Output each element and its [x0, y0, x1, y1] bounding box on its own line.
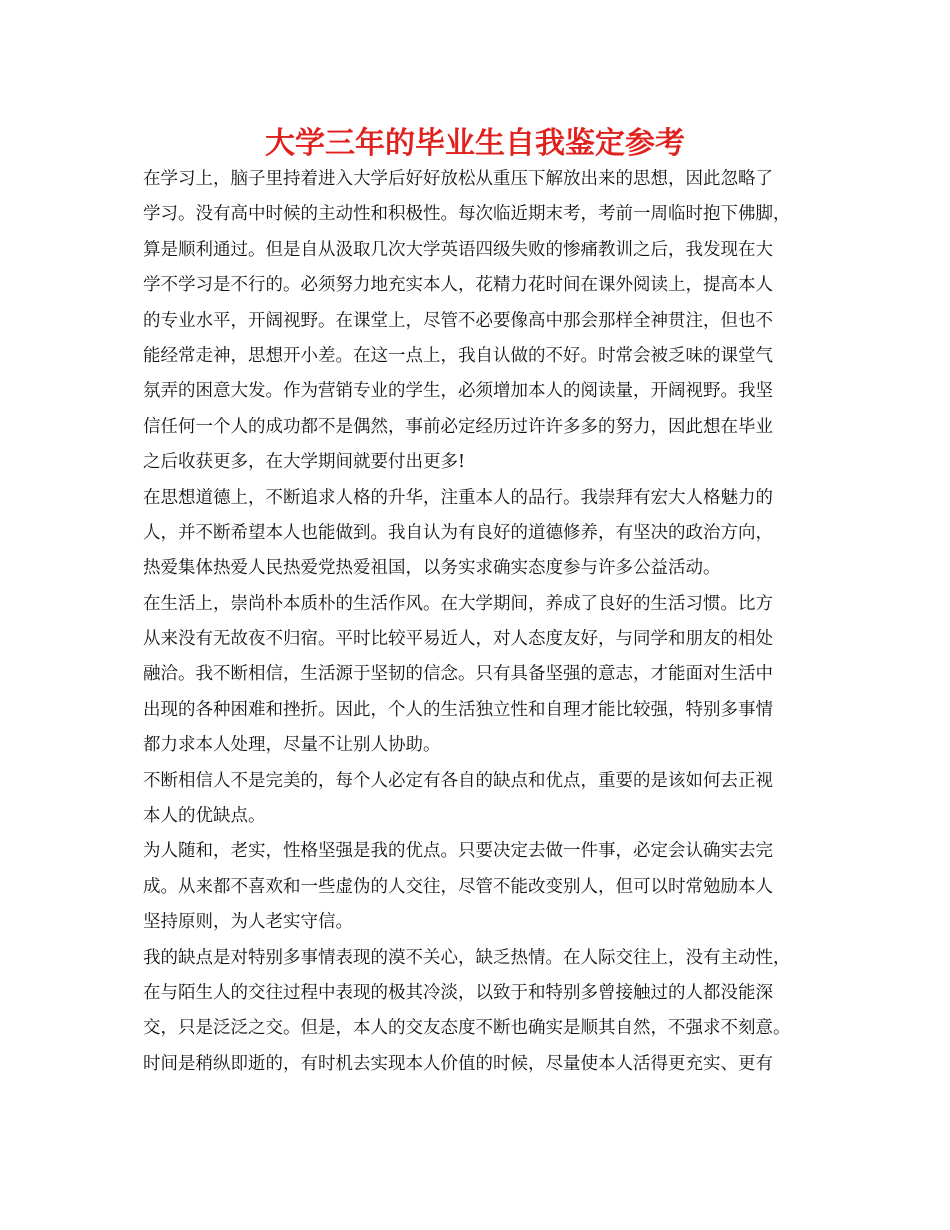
text-line: 学习。没有高中时候的主动性和积极性。每次临近期末考，考前一周临时抱下佛脚，: [143, 204, 791, 225]
text-line: 从来没有无故夜不归宿。平时比较平易近人，对人态度友好，与同学和朋友的相处: [143, 629, 773, 650]
text-line: 在生活上，崇尚朴本质朴的生活作风。在大学期间，养成了良好的生活习惯。比方: [143, 593, 773, 614]
paragraph: [143, 764, 823, 835]
paragraph: [143, 162, 823, 481]
text-line: 学不学习是不行的。必须努力地充实本人，花精力花时间在课外阅读上，提高本人: [143, 275, 773, 296]
paragraph: [143, 587, 823, 764]
text-line: 本人的优缺点。: [143, 806, 266, 827]
text-line: 我的缺点是对特别多事情表现的漠不关心，缺乏热情。在人际交往上，没有主动性，: [143, 947, 791, 968]
paragraph: [143, 834, 823, 940]
text-line: 之后收获更多，在大学期间就要付出更多!: [143, 452, 466, 473]
text-line: 交，只是泛泛之交。但是，本人的交友态度不断也确实是顺其自然，不强求不刻意。: [143, 1018, 791, 1039]
paragraph: [143, 1047, 823, 1082]
text-line: 在学习上，脑子里持着进入大学后好好放松从重压下解放出来的思想，因此忽略了: [143, 169, 773, 189]
text-line: 时间是稍纵即逝的，有时机去实现本人价值的时候，尽量使本人活得更充实、更有: [143, 1053, 773, 1074]
text-line: 能经常走神，思想开小差。在这一点上，我自认做的不好。时常会被乏味的课堂气: [143, 345, 773, 366]
paragraph: [143, 941, 823, 1047]
text-line: 信任何一个人的成功都不是偶然，事前必定经历过许许多多的努力，因此想在毕业: [143, 416, 773, 437]
document-title: 大学三年的毕业生自我鉴定参考: [265, 126, 685, 161]
text-line: 不断相信人不是完美的，每个人必定有各自的缺点和优点，重要的是该如何去正视: [143, 770, 773, 791]
text-line: 坚持原则，为人老实守信。: [143, 912, 353, 933]
text-line: 算是顺利通过。但是自从汲取几次大学英语四级失败的惨痛教训之后，我发现在大: [143, 239, 773, 260]
paragraph: [143, 481, 823, 587]
text-line: 成。从来都不喜欢和一些虚伪的人交往，尽管不能改变别人，但可以时常勉励本人: [143, 876, 773, 897]
text-line: 为人随和，老实，性格坚强是我的优点。只要决定去做一件事，必定会认确实去完: [143, 841, 773, 862]
text-line: 在与陌生人的交往过程中表现的极其冷淡，以致于和特别多曾接触过的人都没能深: [143, 982, 773, 1003]
text-line: 人，并不断希望本人也能做到。我自认为有良好的道德修养，有坚决的政治方向，: [143, 522, 773, 543]
text-line: 热爱集体热爱人民热爱党热爱祖国，以务实求确实态度参与许多公益活动。: [143, 558, 721, 579]
text-line: 氛弄的困意大发。作为营销专业的学生，必须增加本人的阅读量，开阔视野。我坚: [143, 381, 773, 402]
document-body: [143, 162, 823, 1082]
text-line: 的专业水平，开阔视野。在课堂上，尽管不必要像高中那会那样全神贯注，但也不: [143, 310, 773, 331]
text-line: 融洽。我不断相信，生活源于坚韧的信念。只有具备坚强的意志，才能面对生活中: [143, 664, 773, 685]
text-line: 在思想道德上，不断追求人格的升华，注重本人的品行。我崇拜有宏大人格魅力的: [143, 487, 773, 508]
text-line: 都力求本人处理，尽量不让别人协助。: [143, 735, 441, 756]
text-line: 出现的各种困难和挫折。因此，个人的生活独立性和自理才能比较强，特别多事情: [143, 699, 773, 720]
